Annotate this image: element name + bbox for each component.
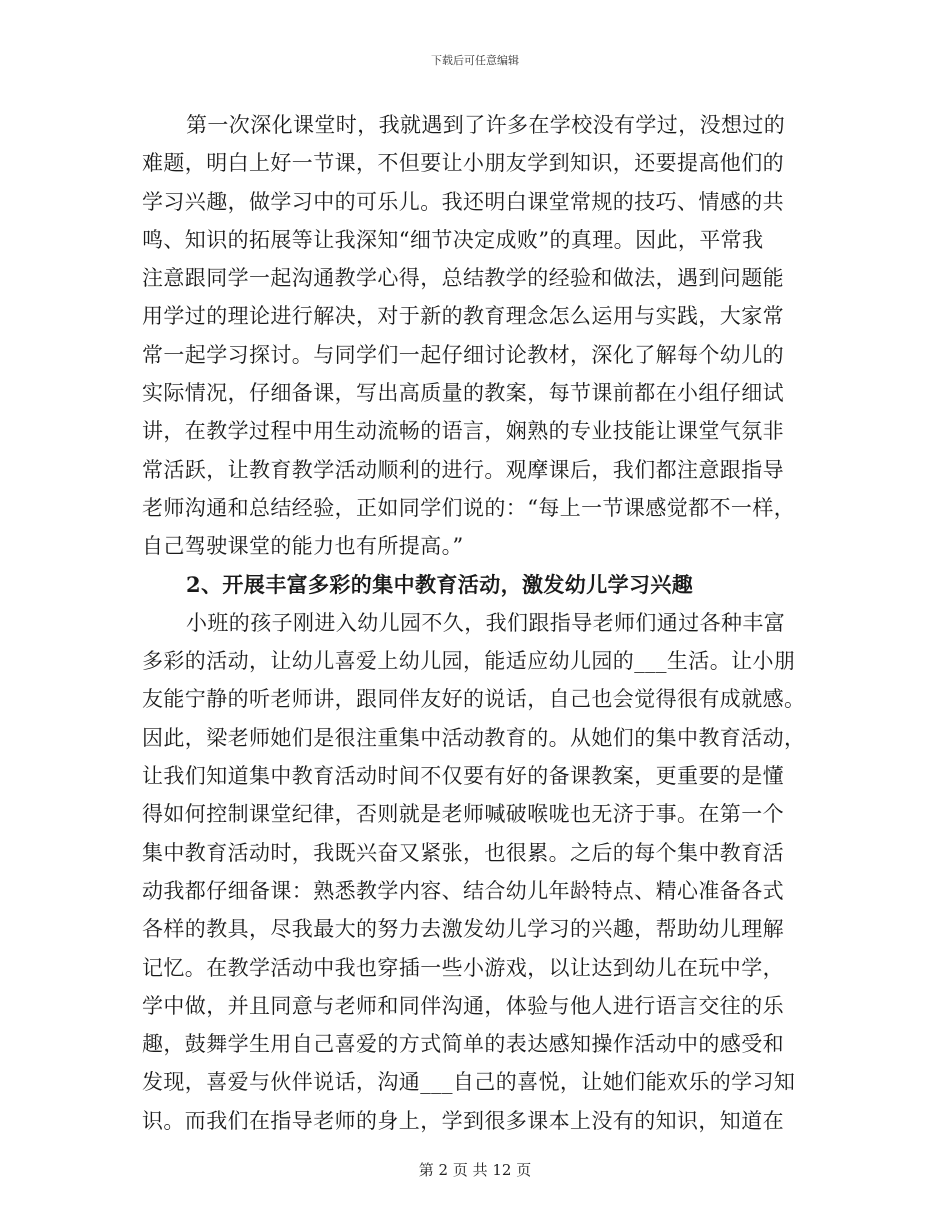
paragraph-line: 记忆。在教学活动中我也穿插一些小游戏，以让达到幼儿在玩中学， [142, 955, 784, 980]
paragraph-line: 多彩的活动，让幼儿喜爱上幼儿园，能适应幼儿园的___生活。让小朋 [142, 649, 796, 674]
paragraph-line: 各样的教具，尽我最大的努力去激发幼儿学习的兴趣，帮助幼儿理解 [142, 917, 784, 942]
paragraph-line: 讲，在教学过程中用生动流畅的语言，娴熟的专业技能让课堂气氛非 [142, 419, 784, 444]
paragraph-line: 集中教育活动时，我既兴奋又紧张，也很累。之后的每个集中教育活 [142, 840, 784, 865]
paragraph-line: 老师沟通和总结经验，正如同学们说的：“每上一节课感觉都不一样， [142, 495, 796, 520]
paragraph-line: 自己驾驶课堂的能力也有所提高。” [142, 534, 464, 559]
document-body [142, 106, 822, 1140]
section-heading: 2、开展丰富多彩的集中教育活动，激发幼儿学习兴趣 [186, 571, 694, 597]
paragraph-line: 让我们知道集中教育活动时间不仅要有好的备课教案，更重要的是懂 [142, 764, 784, 789]
paragraph-line: 难题，明白上好一节课，不但要让小朋友学到知识，还要提高他们的 [142, 151, 784, 176]
paragraph-line: 注意跟同学一起沟通教学心得，总结教学的经验和做法，遇到问题能 [142, 266, 784, 291]
paragraph-line: 发现，喜爱与伙伴说话，沟通___自己的喜悦，让她们能欢乐的学习知 [142, 1070, 796, 1095]
page-header: 下载后可任意编辑 [431, 54, 519, 67]
paragraph-line: 因此，梁老师她们是很注重集中活动教育的。从她们的集中教育活动， [142, 725, 806, 750]
paragraph-line: 鸣、知识的拓展等让我深知“细节决定成败”的真理。因此，平常我 [142, 227, 764, 252]
paragraph-line: 第一次深化课堂时，我就遇到了许多在学校没有学过，没想过的 [186, 113, 786, 137]
paragraph-line: 常一起学习探讨。与同学们一起仔细讨论教材，深化了解每个幼儿的 [142, 342, 784, 367]
paragraph-line: 学习兴趣，做学习中的可乐儿。我还明白课堂常规的技巧、情感的共 [142, 189, 784, 214]
paragraph-line: 友能宁静的听老师讲，跟同伴友好的说话，自己也会觉得很有成就感。 [142, 687, 806, 712]
page-footer: 第 2 页 共 12 页 [418, 1161, 532, 1179]
paragraph-line: 学中做，并且同意与老师和同伴沟通，体验与他人进行语言交往的乐 [142, 993, 784, 1018]
paragraph-line: 动我都仔细备课：熟悉教学内容、结合幼儿年龄特点、精心准备各式 [142, 878, 784, 903]
paragraph-line: 得如何控制课堂纪律，否则就是老师喊破喉咙也无济于事。在第一个 [142, 802, 784, 827]
paragraph-line: 用学过的理论进行解决，对于新的教育理念怎么运用与实践，大家常 [142, 304, 784, 329]
paragraph-line: 趣，鼓舞学生用自己喜爱的方式简单的表达感知操作活动中的感受和 [142, 1032, 784, 1057]
paragraph-line: 实际情况，仔细备课，写出高质量的教案，每节课前都在小组仔细试 [142, 381, 784, 406]
paragraph-line: 小班的孩子刚进入幼儿园不久，我们跟指导老师们通过各种丰富 [186, 610, 786, 635]
paragraph-line: 识。而我们在指导老师的身上，学到很多课本上没有的知识，知道在 [142, 1108, 784, 1133]
paragraph-line: 常活跃，让教育教学活动顺利的进行。观摩课后，我们都注意跟指导 [142, 457, 784, 482]
